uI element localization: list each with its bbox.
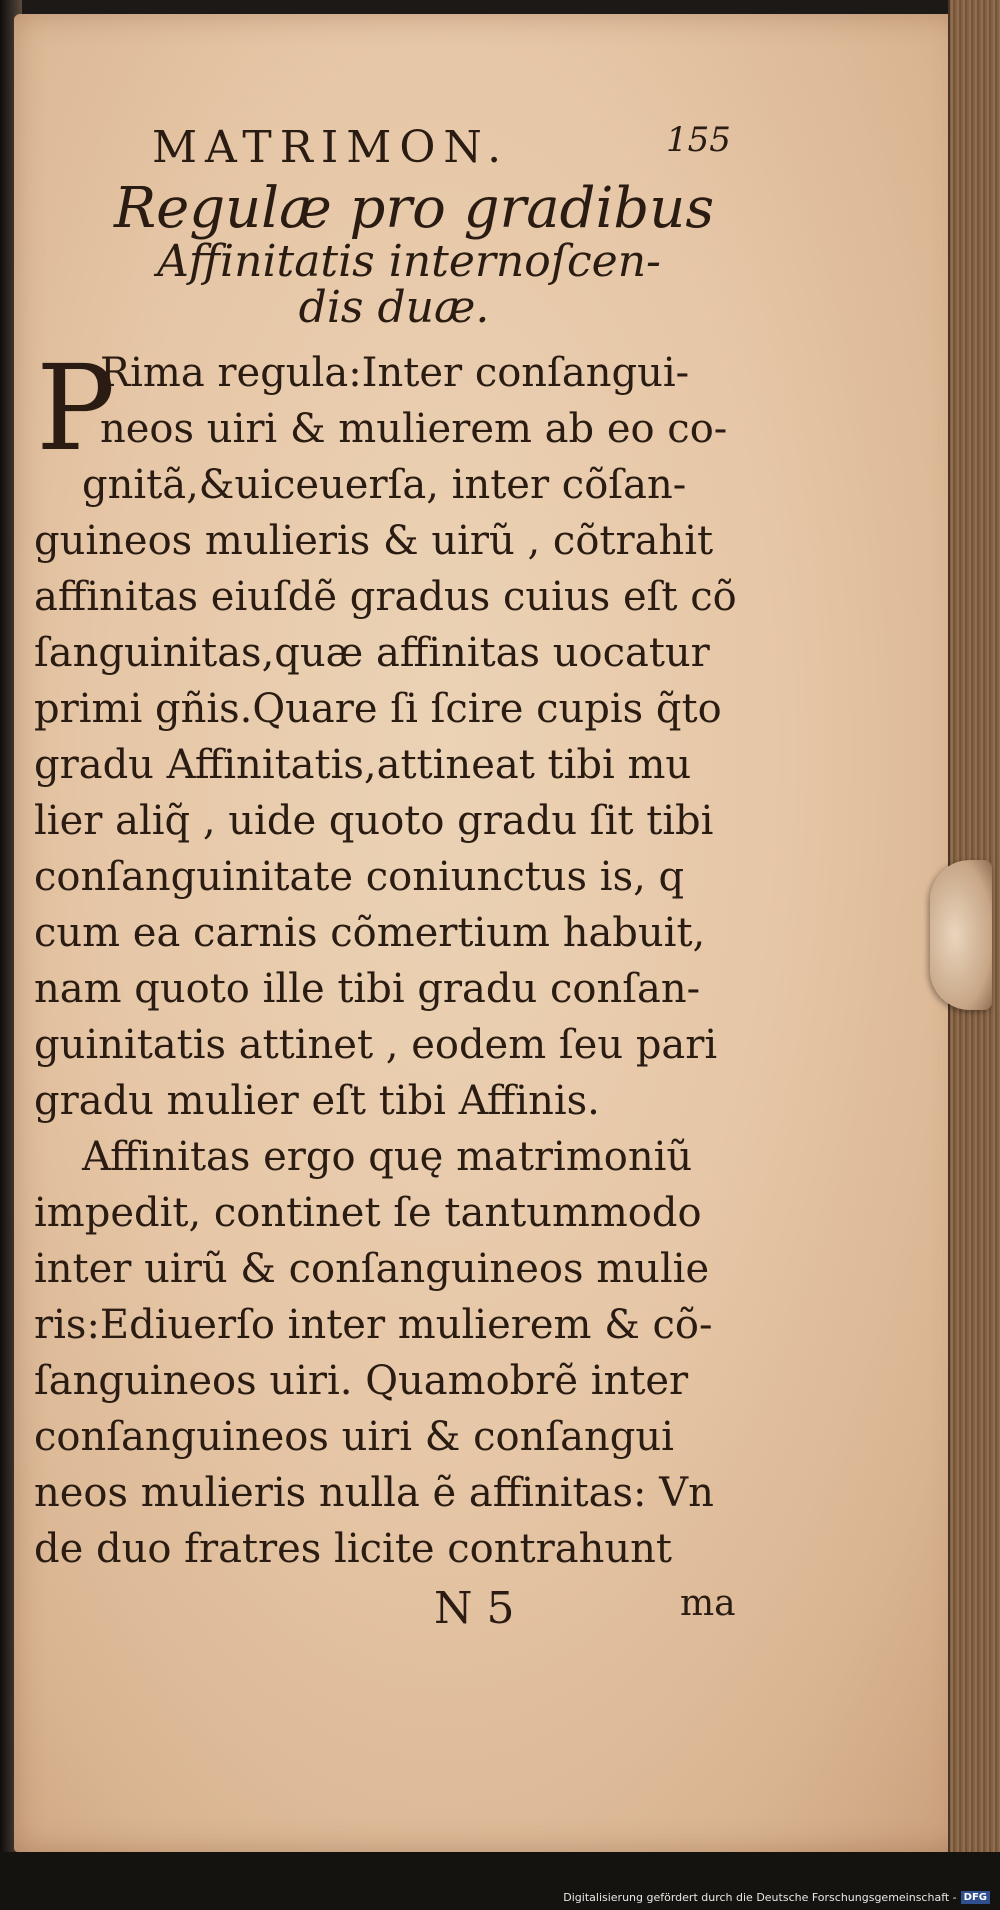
text-line: nam quoto ille tibi gradu conſan- [34,966,701,1013]
heading-line-3: dis duæ. [298,281,490,333]
text-line: cum ea carnis cõmertium habuit, [34,910,706,957]
text-line: conſanguineos uiri & conſangui [34,1414,674,1461]
running-head [34,114,754,180]
text-line: ſanguineos uiri. Quamobrẽ inter [34,1358,689,1405]
page-text [34,114,754,1639]
text-line: Affinitas ergo quę matrimoniũ [82,1134,693,1181]
dfg-logo: DFG [961,1891,990,1904]
text-line: neos uiri & mulierem ab eo co- [100,406,728,453]
text-line: ris:Ediuerſo inter mulierem & cõ- [34,1302,713,1349]
text-line: inter uirũ & conſanguineos mulie [34,1246,710,1293]
book-page [14,14,964,1852]
signature-mark: N 5 [434,1583,515,1635]
text-line: guinitatis attinet , eodem ſeu pari [34,1022,718,1069]
text-line: guineos mulieris & uirũ , cõtrahit [34,518,714,565]
body-text [34,339,754,1577]
text-line: Rima regula:Inter conſangui- [100,350,690,397]
book-clasp [930,860,992,1010]
first-paragraph-opening [34,339,754,478]
scan-footer-band [0,1852,1000,1910]
running-head-title: MATRIMON. [152,122,510,173]
text-line: gradu Affinitatis,attineat tibi mu [34,742,692,789]
text-line: lier aliq̃ , uide quoto gradu ſit tibi [34,798,714,845]
catchword: ma [680,1583,736,1625]
text-line: affinitas eiuſdẽ gradus cuius eſt cõ [34,574,737,621]
text-line: primi gñis.Quare ſi ſcire cupis q̃to [34,686,722,733]
text-line: impedit, continet ſe tantummodo [34,1190,702,1237]
heading-line-1: Regulæ pro gradibus [113,176,715,241]
text-line: conſanguinitate coniunctus is, q [34,854,685,901]
digitization-credit [563,1891,990,1904]
text-line: de duo fratres licite contrahunt [34,1526,672,1573]
page-number: 155 [666,120,731,160]
page-footer [34,1583,754,1639]
text-line: neos mulieris nulla ẽ affinitas: Vn [34,1470,714,1517]
text-line: gnitã,&uiceuerſa, inter cõſan- [82,462,687,509]
text-line: gradu mulier eſt tibi Affinis. [34,1078,600,1125]
heading-line-2: Affinitatis internoſcen- [157,235,661,287]
text-line: ſanguinitas,quæ affinitas uocatur [34,630,710,677]
credit-text: Digitalisierung gefördert durch die Deutsche Forschungsgemeinschaft - [563,1891,957,1904]
drop-cap: P [36,339,116,478]
